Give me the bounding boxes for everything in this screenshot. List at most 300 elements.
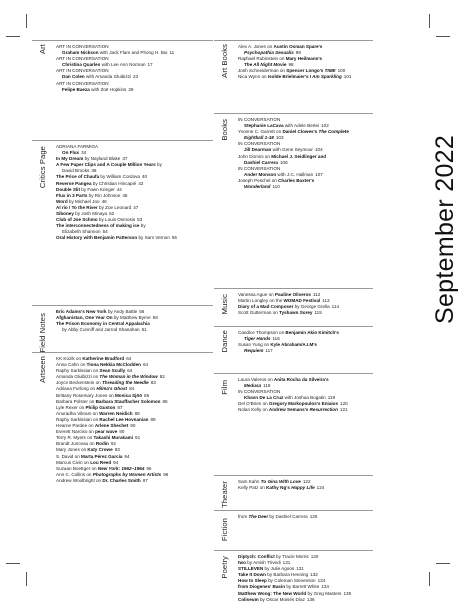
page-number: 29 — [128, 86, 134, 92]
section-label-text: Artseen — [37, 356, 47, 383]
section-music — [219, 288, 373, 322]
entry-title-italic: Eightball 1-18 — [244, 135, 274, 141]
entry-byline: with Gene Seymour — [271, 147, 313, 153]
page-number: 87 — [117, 404, 123, 410]
page-number: 100 — [337, 68, 346, 74]
entry-byline: with Joshua Bogatin — [283, 395, 326, 401]
section-label — [217, 518, 231, 542]
page-number: 47 — [133, 204, 139, 210]
entry-author: Nica Wynn on — [238, 74, 268, 80]
page-number: 91 — [135, 435, 141, 441]
entry-title: two — [238, 560, 246, 566]
entry-byline: by Andy Battle — [106, 309, 138, 314]
section-entries — [56, 40, 213, 93]
page-number: 113 — [322, 298, 330, 304]
page-number: 38 — [91, 168, 97, 174]
entry-kicker: IN CONVERSATION — [238, 165, 281, 171]
crop-mark — [436, 36, 450, 37]
page-number: 82 — [159, 374, 165, 380]
section-divider — [32, 352, 213, 353]
crop-mark — [436, 563, 450, 564]
page-number: 94 — [113, 459, 119, 465]
section-artseen — [37, 352, 213, 557]
page-number: 89 — [150, 416, 156, 422]
entry-title: Tiona Nekkia McClodden — [86, 362, 141, 368]
section-divider — [214, 510, 373, 511]
section-divider — [214, 550, 373, 551]
toc-entry[interactable] — [238, 348, 373, 354]
entry-title: Pauline Oliveros — [274, 292, 311, 297]
toc-entry[interactable] — [56, 235, 213, 241]
crop-mark — [26, 14, 27, 28]
page-number: 86 — [162, 398, 168, 404]
entry-title: Siboney — [56, 211, 74, 217]
entry-title: Anita Rocha da Silveira's — [273, 377, 329, 382]
section-label-text: Fiction — [219, 518, 229, 542]
entry-title: Monica Sjöö — [114, 392, 143, 398]
entry-title-italic: The All Night Movie — [244, 62, 287, 68]
page-number: 58 — [152, 315, 158, 321]
page-number: 44 — [116, 186, 122, 192]
section-dance — [219, 326, 373, 366]
entry-title: Katy Crowe — [87, 447, 113, 453]
page-number: 98 — [295, 50, 301, 56]
entry-byline: by Michael Joo — [67, 198, 100, 204]
entry-title: WOMAD Festival — [283, 298, 321, 304]
issue-date: September 2022 — [431, 134, 459, 324]
entry-title: Spencer Longo's — [286, 68, 325, 74]
section-poetry — [219, 550, 373, 610]
entry-author: Laura Valeros on — [238, 377, 274, 382]
section-entries — [238, 373, 373, 414]
section-film — [219, 373, 373, 437]
entry-author: Yvonne C. Garrett on — [238, 129, 283, 135]
section-field-notes — [37, 305, 213, 353]
page-number: 92 — [110, 441, 116, 447]
page-number: 119 — [327, 395, 336, 401]
entry-title: Khavn De La Cruz — [244, 395, 284, 401]
entry-title-italic: Tiger Hands — [244, 336, 271, 342]
entry-byline: with Jack Flam and Phong H. Bui — [98, 50, 168, 56]
entry-title: Matthew Wong: The New World — [238, 590, 307, 596]
page-number: 83 — [150, 380, 156, 386]
entry-author: Josh Schneiderman on — [238, 68, 287, 74]
entry-title: Word — [56, 198, 68, 204]
page-number: 118 — [263, 383, 271, 389]
page-number: 97 — [142, 477, 148, 483]
entry-title: Marta Pérez García — [81, 453, 123, 459]
page-number: 53 — [137, 217, 143, 223]
page-number: 11 — [169, 50, 175, 56]
page-number: 110 — [272, 184, 280, 190]
entry-kicker: ART IN CONVERSATION — [56, 56, 109, 62]
section-label — [217, 330, 231, 364]
section-theater — [219, 475, 373, 508]
entry-title-italic: Happy Life — [291, 485, 315, 491]
page-number: 90 — [119, 429, 125, 435]
entry-title: pear wave — [95, 429, 118, 435]
page-number: 102 — [321, 123, 329, 129]
section-label-text: Books — [219, 119, 229, 141]
page-number: 101 — [343, 74, 352, 80]
entry-author: Joyce Beckenstein on — [56, 380, 102, 386]
entry-title: Dashiel Carrera — [244, 159, 278, 165]
entry-byline: by Dashiel Carrera — [268, 514, 308, 519]
entry-title: Double Slit — [56, 186, 80, 192]
entry-title-italic: The Deer — [248, 514, 269, 519]
entry-author: S. David on — [56, 453, 82, 459]
entry-title: Charles Baxter's — [278, 177, 315, 183]
entry-title: Graham Nickson — [62, 50, 99, 56]
entry-title-italic: TIME — [324, 68, 336, 74]
section-art-books — [219, 40, 373, 108]
entry-byline: by — [155, 162, 162, 168]
entry-kicker: IN CONVERSATION — [238, 141, 281, 147]
entry-title: Diptych: Conflict — [238, 554, 275, 559]
section-label — [217, 556, 231, 610]
page-number: 93 — [114, 447, 120, 453]
page-number: 64 — [142, 362, 149, 368]
entry-author: Susan Yung on — [238, 342, 271, 348]
entry-title-italic: To Gina With Love — [260, 479, 301, 484]
page-number: 46 — [101, 198, 107, 204]
entry-title: Oral History with Benjamin Patterson — [56, 235, 138, 241]
entry-author: KK Kozik on — [56, 356, 83, 361]
entry-author: Raphy Sarkissian on — [56, 416, 100, 422]
entry-title-italic: Medusa — [244, 383, 262, 389]
section-entries — [238, 326, 373, 354]
toc-entry[interactable] — [238, 514, 373, 520]
section-label-text: Music — [219, 294, 229, 315]
page-number: 84 — [129, 386, 135, 392]
entry-author: Ann C. Collins on — [56, 471, 93, 477]
entry-byline: with Lee Ann Norman — [100, 62, 146, 68]
toc-entry[interactable] — [56, 478, 213, 484]
entry-title: Coliseum — [238, 596, 259, 602]
entry-author: Terry R. Myers on — [56, 435, 94, 441]
page-number: 64 — [126, 356, 132, 361]
crop-mark — [6, 36, 20, 37]
page-number: 124 — [316, 485, 325, 491]
toc-entry[interactable] — [238, 597, 373, 603]
entry-title: Daniel Clowes's — [282, 129, 319, 135]
section-label — [217, 380, 231, 438]
page-number: 23 — [132, 74, 139, 80]
section-entries — [56, 352, 213, 484]
entry-byline: by Coleman Stevenson — [266, 578, 316, 584]
section-entries — [238, 40, 373, 81]
entry-title: Eric Adams's New York — [56, 309, 107, 314]
entry-title-italic: Threading the Needle — [101, 380, 149, 386]
entry-title: Dan Colen — [62, 74, 85, 80]
entry-title: Isolde Brielmaier's — [267, 74, 310, 80]
section-divider — [214, 40, 373, 41]
entry-title: Ander Monson — [244, 171, 277, 177]
entry-title: Mary Heilmann's — [285, 56, 323, 62]
section-label-text: Theater — [219, 481, 229, 508]
entry-byline: by Oscar Moisés Díaz — [258, 596, 305, 602]
entry-byline: by Tracie Morris — [274, 554, 309, 559]
toc-entry[interactable] — [56, 87, 213, 93]
entry-kicker: ART IN CONVERSATION — [56, 68, 109, 74]
entry-title-italic: Hilma's Ghost — [96, 386, 128, 392]
entry-byline: by Barbara Henning — [266, 572, 309, 578]
page-number: 95 — [146, 465, 152, 471]
page-number: 107 — [315, 171, 323, 177]
crop-mark — [429, 14, 430, 28]
entry-byline: by Fawn Krieger — [80, 186, 115, 192]
entry-author: Raphael Rubinstein on — [238, 56, 286, 62]
entry-kicker: IN CONVERSATION — [238, 389, 281, 395]
entry-author: Nolan Kelly on — [238, 407, 269, 413]
entry-kicker: ADRIANA FARMIGA — [56, 144, 99, 149]
entry-author: Marcus Civin on — [56, 459, 91, 465]
entry-byline: by Barrett White — [285, 584, 320, 590]
section-divider — [214, 113, 373, 114]
toc-entry[interactable] — [238, 310, 373, 316]
section-divider — [32, 305, 213, 306]
crop-mark — [26, 572, 27, 586]
entry-title: The Prison Economy in Central Appalachia — [56, 321, 150, 327]
entry-author: Amanda Gluibizzi on — [56, 374, 100, 380]
entry-author: Vanessa Ague on — [238, 292, 275, 297]
section-label — [217, 294, 231, 322]
crop-mark — [6, 563, 20, 564]
entry-title: Stephanie LaCava — [244, 123, 284, 129]
section-entries — [238, 550, 373, 603]
entry-title: Al rio / To the River — [56, 204, 98, 210]
entry-title: Sean Scully — [99, 368, 126, 374]
entry-title: Club of Joe Schmo — [56, 217, 98, 223]
entry-author: Everett Narciso on — [56, 429, 96, 435]
toc-entry[interactable] — [238, 485, 373, 491]
entry-title-italic: Resurrection — [309, 407, 338, 413]
page-number: 131 — [282, 560, 291, 566]
entry-author: Raphy Sarkissian on — [56, 368, 100, 374]
entry-kicker: ART IN CONVERSATION — [56, 80, 109, 86]
section-entries — [238, 510, 373, 520]
section-label-text: Dance — [219, 330, 229, 353]
entry-author: Barbara Polster on — [56, 398, 96, 404]
page-number: 17 — [147, 62, 153, 68]
section-label-text: Field Notes — [37, 313, 47, 353]
section-divider — [214, 373, 373, 374]
entry-byline: by Nayland Blake — [83, 156, 121, 162]
entry-title: Christina Quarles — [62, 62, 101, 68]
entry-title: Austin Osman Spare's — [273, 44, 323, 49]
entry-title-italic: The Woman in the Window — [99, 374, 158, 380]
entry-byline: by George Grella — [293, 304, 330, 310]
section-divider — [32, 140, 213, 141]
entry-author: Alex A. Jones on — [238, 44, 274, 49]
entry-author: Anna Cahn on — [56, 362, 87, 368]
entry-title: from Diogenes' Basin — [238, 584, 286, 590]
entry-author: Candice Thompson on — [238, 330, 286, 335]
entry-title: STILLEVEN — [238, 566, 264, 572]
section-label — [217, 481, 231, 508]
section-entries — [56, 140, 213, 242]
entry-title-italic: Photographs by Women Artists — [92, 471, 162, 477]
entry-title: The interconnectedness of making ice — [56, 223, 140, 229]
section-critics-page — [37, 140, 213, 300]
entry-title: Benjamin Akio Kimitch's — [285, 330, 339, 335]
section-books — [219, 113, 373, 243]
entry-title-italic: Psychopathia Sexualis — [244, 50, 294, 56]
entry-byline: by Zoe Leonard — [97, 204, 132, 210]
entry-author: Mary Jones on — [56, 447, 88, 453]
entry-author: Scott Gutterman on — [238, 310, 280, 316]
section-entries — [56, 305, 213, 333]
entry-author: Anuradha Vikram on — [56, 410, 100, 416]
entry-title: Gregory Markopoulos's Eniaios — [269, 401, 339, 407]
section-label-text: Critics Page — [37, 146, 47, 189]
toc-entry[interactable] — [238, 74, 373, 80]
entry-author: Suzaan Boettger on — [56, 465, 98, 471]
section-label-text: Art — [37, 44, 47, 55]
entry-byline: by — [139, 223, 146, 229]
entry-byline: with Adele Bertei — [283, 123, 320, 129]
section-divider — [214, 475, 373, 476]
entry-author: Joseph Peschel on — [238, 177, 279, 183]
page-number: 98 — [288, 62, 294, 68]
entry-title: Arlene Shechet — [94, 423, 129, 429]
page-number: 120 — [340, 401, 348, 407]
entry-title: Rachel Lee Hovnanian — [99, 416, 149, 422]
entry-title: Reverse Pangea — [56, 180, 92, 186]
page-number: 42 — [138, 180, 144, 186]
section-label-text: Film — [219, 380, 229, 395]
entry-kicker: IN CONVERSATION — [238, 117, 281, 122]
entry-title: Felipe Baeza — [62, 86, 90, 92]
entry-title: Kathy Ng's — [266, 485, 292, 491]
section-divider — [214, 326, 373, 327]
section-fiction — [219, 510, 373, 542]
entry-author: Martin Longley on the — [238, 298, 284, 304]
entry-title-italic: Wonderland — [244, 184, 271, 190]
section-label-text: Poetry — [219, 556, 229, 579]
section-label — [217, 119, 231, 243]
entry-byline: with Amanda Gluibizzi — [84, 74, 131, 80]
toc-entry[interactable] — [56, 327, 213, 333]
page-number: 136 — [306, 596, 315, 602]
entry-byline: Elizabeth Shannon — [62, 229, 101, 235]
page-number: 114 — [331, 304, 339, 310]
entry-title: How to Sleep — [238, 578, 267, 584]
page-number: 134 — [321, 584, 329, 590]
entry-title: Flux in 3 Parts — [56, 192, 88, 198]
entry-title: Warren Neidich — [99, 410, 133, 416]
page-number: 45 — [122, 192, 128, 198]
page-number: 94 — [124, 453, 130, 459]
section-entries — [238, 475, 373, 491]
page-number: 126 — [309, 514, 318, 519]
page-number: 122 — [302, 479, 311, 484]
crop-mark — [429, 572, 430, 586]
page-number: 88 — [134, 410, 140, 416]
entry-author: Sam Kahn — [238, 479, 261, 484]
entry-byline: with J.C. Hallman — [276, 171, 314, 177]
entry-title: Jill Dearman — [244, 147, 272, 153]
entry-byline: with Zoë Hopkins — [89, 86, 127, 92]
page-number: 103 — [275, 135, 284, 141]
entry-title: The Price of Chaufa — [56, 174, 100, 180]
entry-title: Andrew Semans's — [268, 407, 310, 413]
page-number: 52 — [109, 211, 115, 217]
entry-title: Katherine Bradford — [82, 356, 125, 361]
entry-byline: by Rin Johnson — [87, 192, 121, 198]
entry-title: Tyshawn Sorey — [279, 310, 313, 316]
entry-title: Rodin — [95, 441, 109, 447]
page-number: 115 — [314, 310, 322, 316]
page-number: 34 — [81, 150, 87, 156]
section-label — [217, 44, 231, 106]
entry-title: A Few Paper Clips and A Couple Million Years — [56, 162, 156, 168]
page-number: 132 — [310, 572, 318, 578]
entry-byline: by Matthew Byrne — [112, 315, 151, 321]
page-number: 55 — [171, 235, 177, 241]
entry-title-italic: The Complete — [318, 129, 349, 135]
toc-entry[interactable] — [238, 407, 373, 413]
entry-kicker: ART IN CONVERSATION — [56, 44, 109, 49]
toc-entry[interactable] — [238, 184, 373, 190]
entry-byline: by Christian Hincapié — [91, 180, 137, 186]
page-number: 37 — [122, 156, 128, 162]
entry-title: Dr. Charles Smith — [102, 477, 141, 483]
entry-author: Kelly Patz on — [238, 485, 267, 491]
page-number: 85 — [144, 392, 150, 398]
entry-title-italic: New York: 1962–1964 — [97, 465, 145, 471]
page-number: 121 — [339, 407, 348, 413]
section-divider — [32, 40, 213, 41]
entry-title-italic: Requiem — [244, 348, 264, 354]
entry-title: In My Dream — [56, 156, 84, 162]
entry-byline: by Abby Cunniff and Jarrod Shanahan — [62, 327, 140, 333]
page-number: 117 — [265, 348, 273, 354]
entry-author: John Domini on — [238, 153, 272, 159]
entry-byline: by Louis Osmosis — [97, 217, 136, 223]
entry-author: Brandt Junceau on — [56, 441, 96, 447]
page-number: 134 — [317, 578, 326, 584]
entry-author: Brittany Rosemary Jones on — [56, 392, 115, 398]
section-art — [37, 40, 213, 135]
page-number: 135 — [343, 590, 352, 596]
page-number: 90 — [130, 423, 136, 429]
page-number: 130 — [310, 554, 319, 559]
section-label-text: Art Books — [219, 44, 229, 78]
entry-byline: by Greg Masters — [306, 590, 342, 596]
entry-byline: David Brooks — [62, 168, 90, 174]
entry-title: Michael J. Seidlinger and — [271, 153, 327, 159]
entry-author: Andrew Woolbright on — [56, 477, 103, 483]
entry-title: Philip Guston — [85, 404, 116, 410]
entry-title: On Flux — [62, 150, 80, 156]
entry-author: from — [238, 514, 249, 519]
page-number: 116 — [272, 336, 280, 342]
entry-byline: by William Cordova — [99, 174, 140, 180]
entry-author: Adriana Furlong on — [56, 386, 97, 392]
entry-title-italic: I Am Sparkling — [309, 74, 342, 80]
entry-title: Barbara Stauffacher Solomon — [95, 398, 161, 404]
entry-byline: by Julie Agoos — [263, 566, 295, 572]
page-number: 61 — [141, 327, 147, 333]
page-number: 112 — [312, 292, 321, 297]
entry-title: Take It Down — [238, 572, 266, 578]
entry-author: Hearne Pardee on — [56, 423, 95, 429]
section-label — [35, 44, 49, 133]
page-number: 131 — [296, 566, 304, 572]
entry-title: Kyle Abraham/A.I.M's — [270, 342, 317, 348]
entry-author: Del O'Brien on — [238, 401, 270, 407]
